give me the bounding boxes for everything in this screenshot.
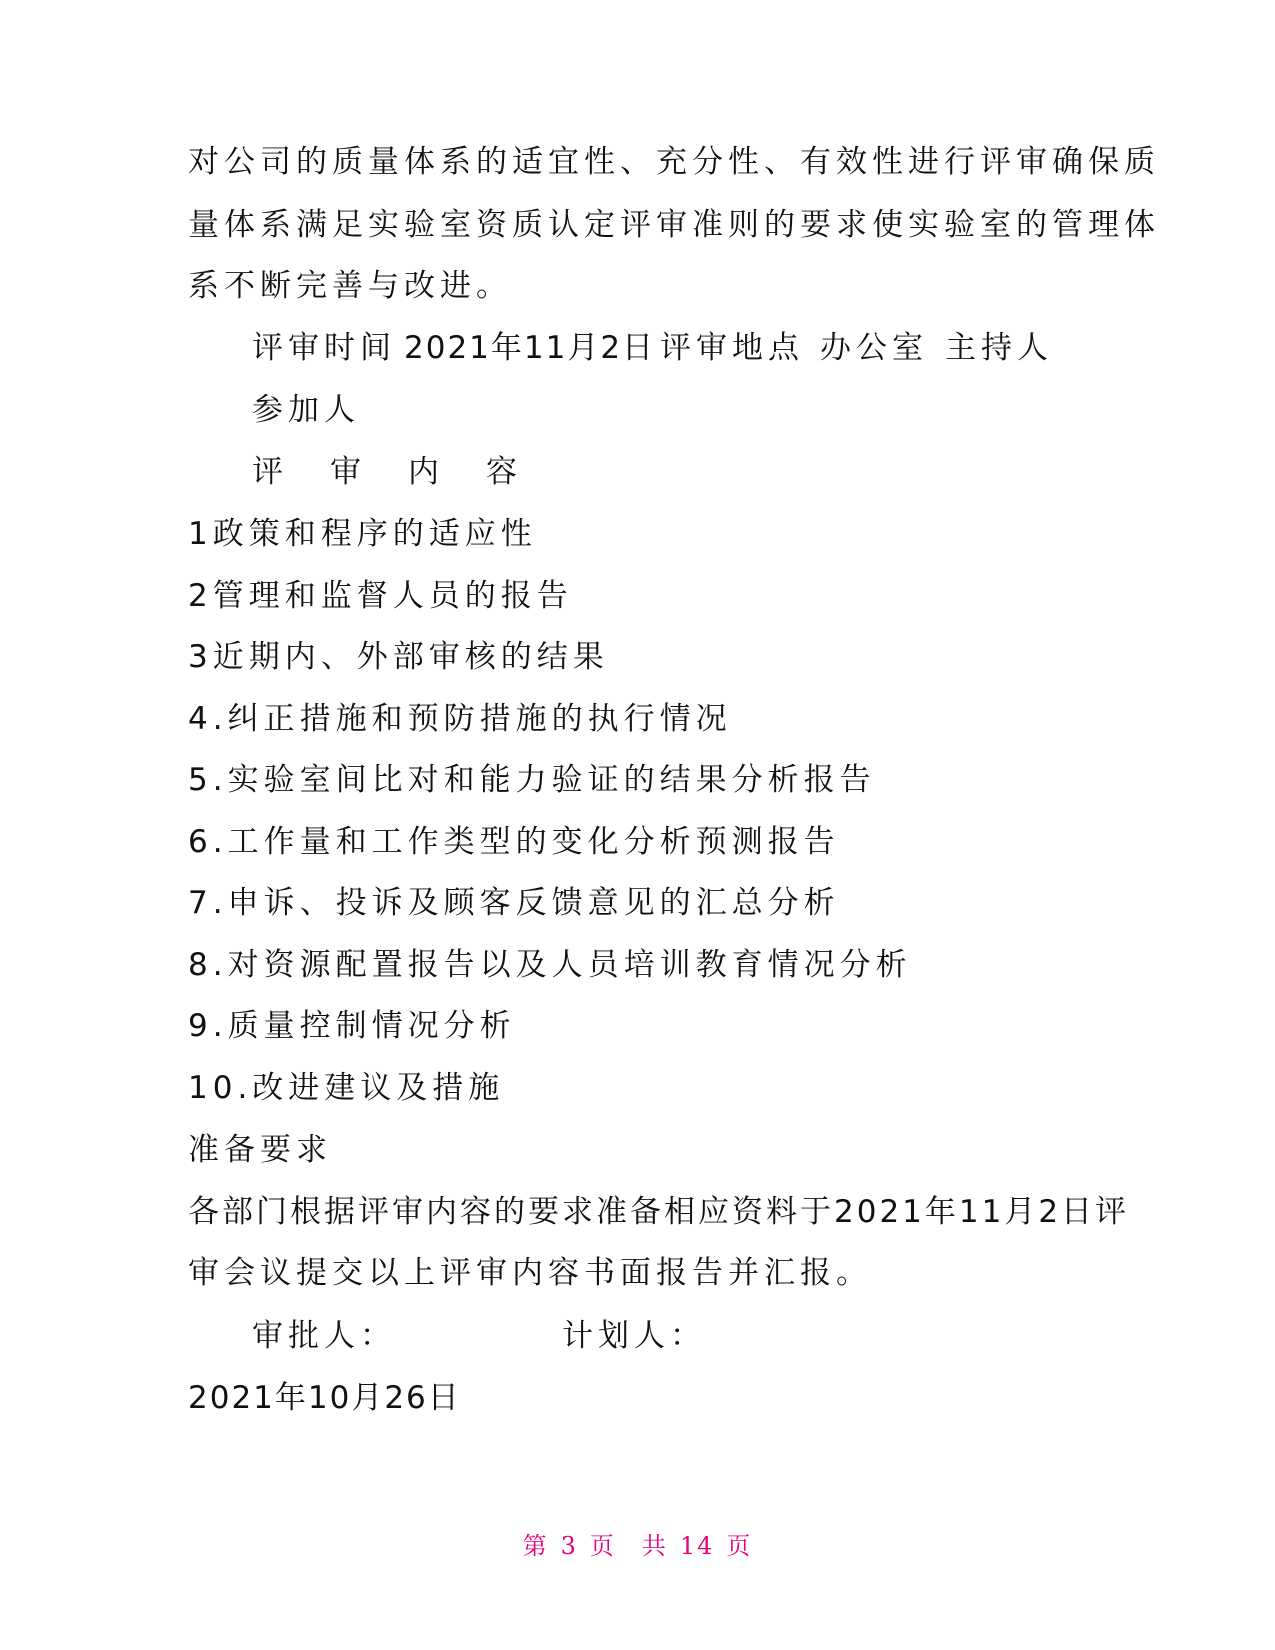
list-item: 10.改进建议及措施 [188,1070,505,1106]
list-item: 7.申诉、投诉及顾客反馈意见的汇总分析 [188,885,840,921]
prep-line-1: 各部门根据评审内容的要求准备相应资料于2021年11月2日评 [188,1194,1130,1230]
footer-suffix: 页 [726,1532,753,1560]
prep-line-2: 审会议提交以上评审内容书面报告并汇报。 [188,1255,872,1291]
footer-mid: 页 共 [589,1532,668,1560]
footer-page-number: 3 [560,1532,578,1560]
prep-heading: 准备要求 [188,1132,332,1168]
intro-line-3: 系不断完善与改进。 [188,268,512,304]
list-item: 8.对资源配置报告以及人员培训教育情况分析 [188,947,912,983]
meta-time-label: 评审时间 [252,330,396,366]
intro-line-1: 对公司的质量体系的适宜性、充分性、有效性进行评审确保质 [188,144,1160,180]
intro-line-2: 量体系满足实验室资质认定评审准则的要求使实验室的管理体 [188,207,1160,243]
meta-host-label: 主持人 [945,330,1053,366]
meta-location-label: 评审地点 [660,330,804,366]
document-date: 2021年10月26日 [188,1380,461,1416]
list-item: 9.质量控制情况分析 [188,1008,516,1044]
meta-location-value: 办公室 [820,330,928,366]
meta-participants-label: 参加人 [252,392,360,428]
approver-label: 审批人： [252,1318,396,1354]
planner-label: 计划人： [562,1318,706,1354]
list-item: 1政策和程序的适应性 [188,516,537,552]
list-item: 4.纠正措施和预防措施的执行情况 [188,701,732,737]
footer-prefix: 第 [522,1532,549,1560]
list-item: 2管理和监督人员的报告 [188,578,573,614]
list-item: 5.实验室间比对和能力验证的结果分析报告 [188,762,876,798]
meta-time-value: 2021年11月2日 [404,330,656,366]
list-item: 3近期内、外部审核的结果 [188,639,609,675]
footer-page-total: 14 [679,1532,715,1560]
content-heading: 评 审 内 容 [252,454,525,490]
list-item: 6.工作量和工作类型的变化分析预测报告 [188,824,840,860]
page-footer [0,1526,1275,1561]
